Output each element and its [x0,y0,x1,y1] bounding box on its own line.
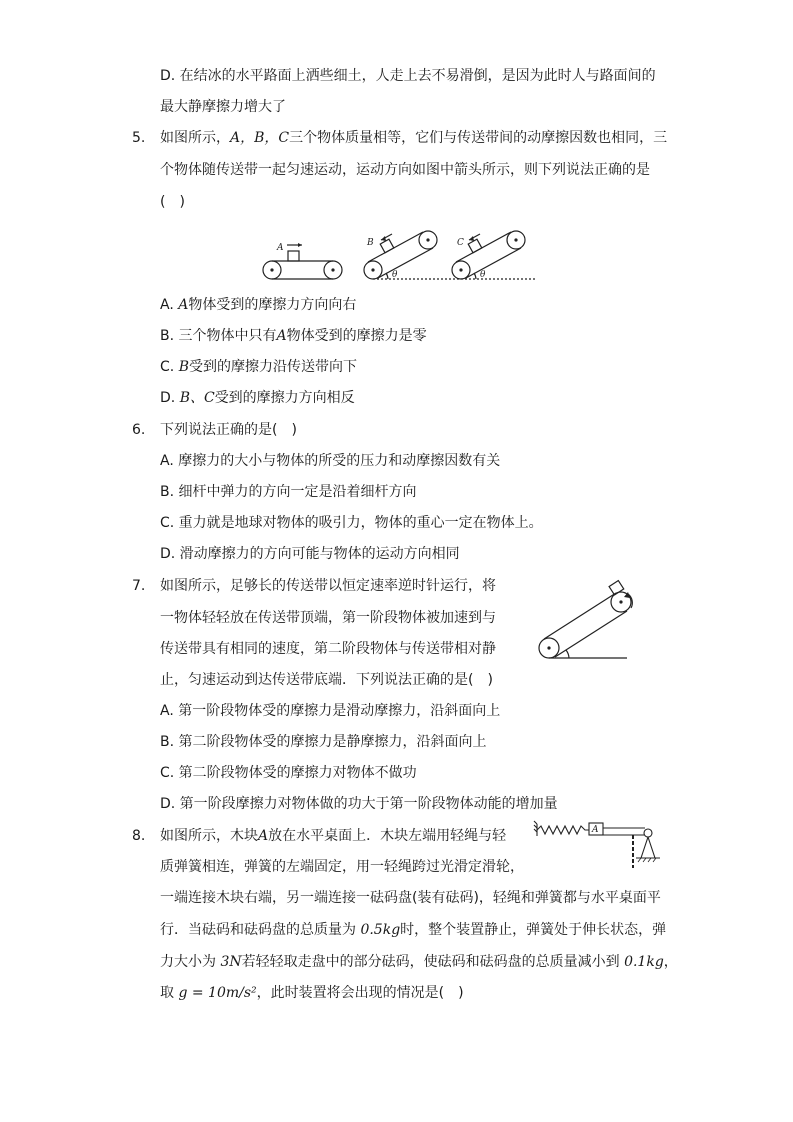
q5-option-d: D. B、C受到的摩擦力方向相反 [160,390,355,406]
q5-fig-theta-b: θ [392,270,398,280]
q5-option-b: B. 三个物体中只有A物体受到的摩擦力是零 [160,328,427,344]
q7-option-c: C. 第二阶段物体受的摩擦力对物体不做功 [160,765,417,781]
q6-option-c: C. 重力就是地球对物体的吸引力，物体的重心一定在物体上。 [160,515,543,531]
q7-option-d: D. 第一阶段摩擦力对物体做的功大于第一阶段物体动能的增加量 [160,796,558,812]
q5-fig-label-a: A [277,243,284,253]
q8-line3: 一端连接木块右端，另一端连接一砝码盘(装有砝码)，轻绳和弹簧都与水平桌面平 [160,890,661,906]
q7-stem-line1: 如图所示，足够长的传送带以恒定速率逆时针运行，将 [160,578,496,594]
q7-number: 7. [132,578,146,594]
q5-option-c: C. B受到的摩擦力沿传送带向下 [160,359,357,375]
q7-option-a: A. 第一阶段物体受的摩擦力是滑动摩擦力，沿斜面向上 [160,703,501,719]
q7-option-b: B. 第二阶段物体受的摩擦力是静摩擦力，沿斜面向上 [160,734,487,750]
q4-option-d-line1: D. 在结冰的水平路面上洒些细土，人走上去不易滑倒，是因为此时人与路面间的 [160,68,656,84]
q5-stem-line1: 如图所示，A，B，C三个物体质量相等，它们与传送带间的动摩擦因数也相同，三 [160,130,668,146]
q5-stem-line3: ( ) [160,194,185,210]
q5-number: 5. [132,130,146,146]
q8-line4: 行．当砝码和砝码盘的总质量为 0.5kg时，整个装置静止，弹簧处于伸长状态，弹 [160,922,667,938]
q5-option-a: A. A物体受到的摩擦力方向向右 [160,297,357,313]
q7-inclined-conveyor-figure [535,578,635,662]
q5-stem-line2: 个物体随传送带一起匀速运动，运动方向如图中箭头所示，则下列说法正确的是 [160,162,650,178]
q8-line1: 如图所示，木块A放在水平桌面上．木块左端用轻绳与轻 [160,828,507,844]
q8-line2: 质弹簧相连，弹簧的左端固定，用一轻绳跨过光滑定滑轮， [160,859,524,875]
q8-line6: 取 g = 10m/s²，此时装置将会出现的情况是( ) [160,985,464,1001]
q8-number: 8. [132,828,146,844]
q6-option-d: D. 滑动摩擦力的方向可能与物体的运动方向相同 [160,546,460,562]
q7-stem-line4: 止，匀速运动到达传送带底端．下列说法正确的是( ) [160,672,493,688]
q5-fig-label-c: C [457,238,464,248]
q4-option-d-line2: 最大静摩擦力增大了 [160,99,286,115]
q7-stem-line2: 一物体轻轻放在传送带顶端，第一阶段物体被加速到与 [160,610,496,626]
q6-option-b: B. 细杆中弹力的方向一定是沿着细杆方向 [160,484,417,500]
q5-fig-theta-c: θ [480,270,486,280]
q8-line5: 力大小为 3N若轻轻取走盘中的部分砝码，使砝码和砝码盘的总质量减小到 0.1kg， [160,954,678,970]
q6-number: 6. [132,422,146,438]
q6-stem: 下列说法正确的是( ) [160,422,297,438]
q5-conveyor-figure [255,225,535,287]
q7-stem-line3: 传送带具有相同的速度，第二阶段物体与传送带相对静 [160,641,496,657]
q8-spring-pulley-figure [533,818,663,870]
q6-option-a: A. 摩擦力的大小与物体的所受的压力和动摩擦因数有关 [160,453,501,469]
q8-fig-label-a: A [592,825,599,835]
q5-fig-label-b: B [367,238,374,248]
